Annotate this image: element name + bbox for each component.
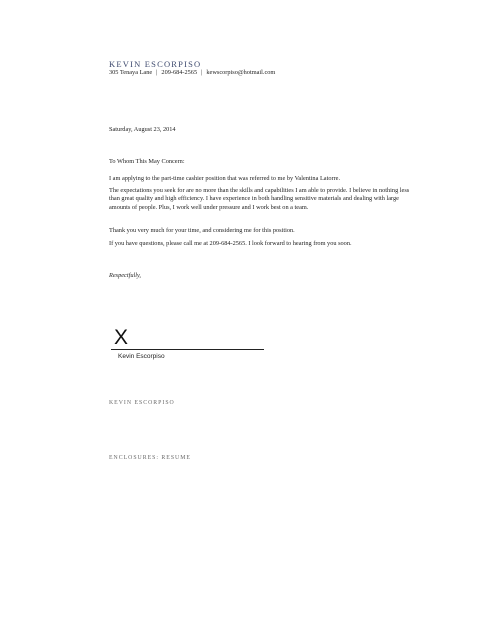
sender-phone: 209-684-2565 — [161, 69, 198, 76]
sender-name-heading: KEVIN ESCORPISO — [109, 59, 202, 69]
signature-line — [111, 349, 264, 350]
separator: | — [201, 69, 203, 76]
footer-name: KEVIN ESCORPISO — [109, 400, 175, 406]
paragraph-2: The expectations you seek for are no more than the skills and capabilities I am able to provide. I believe in nothing less than great quality and high efficiency. I have experience in both handling sensitive materials and dealing with large amounts of people. Plus, I work well under pressure and I work best on a team. — [109, 187, 410, 211]
paragraph-3: Thank you very much for your time, and considering me for this position. — [109, 227, 295, 234]
letter-date: Saturday, August 23, 2014 — [109, 126, 176, 133]
sender-address: 305 Tenaya Lane — [109, 69, 153, 76]
signature-mark: X — [114, 326, 129, 349]
contact-line — [109, 69, 275, 76]
separator: | — [156, 69, 158, 76]
paragraph-1: I am applying to the part-time cashier position that was referred to me by Valentina Latorre. — [109, 175, 341, 182]
signature-name: Kevin Escorpiso — [118, 353, 165, 360]
paragraph-4: If you have questions, please call me at 209-684-2565. I look forward to hearing from you soon. — [109, 240, 352, 247]
salutation: To Whom This May Concern: — [109, 158, 185, 165]
enclosures-line: ENCLOSURES: RESUME — [109, 455, 191, 461]
sender-email: kewscorpiso@hotmail.com — [206, 69, 276, 76]
closing: Respectfully, — [109, 272, 141, 279]
